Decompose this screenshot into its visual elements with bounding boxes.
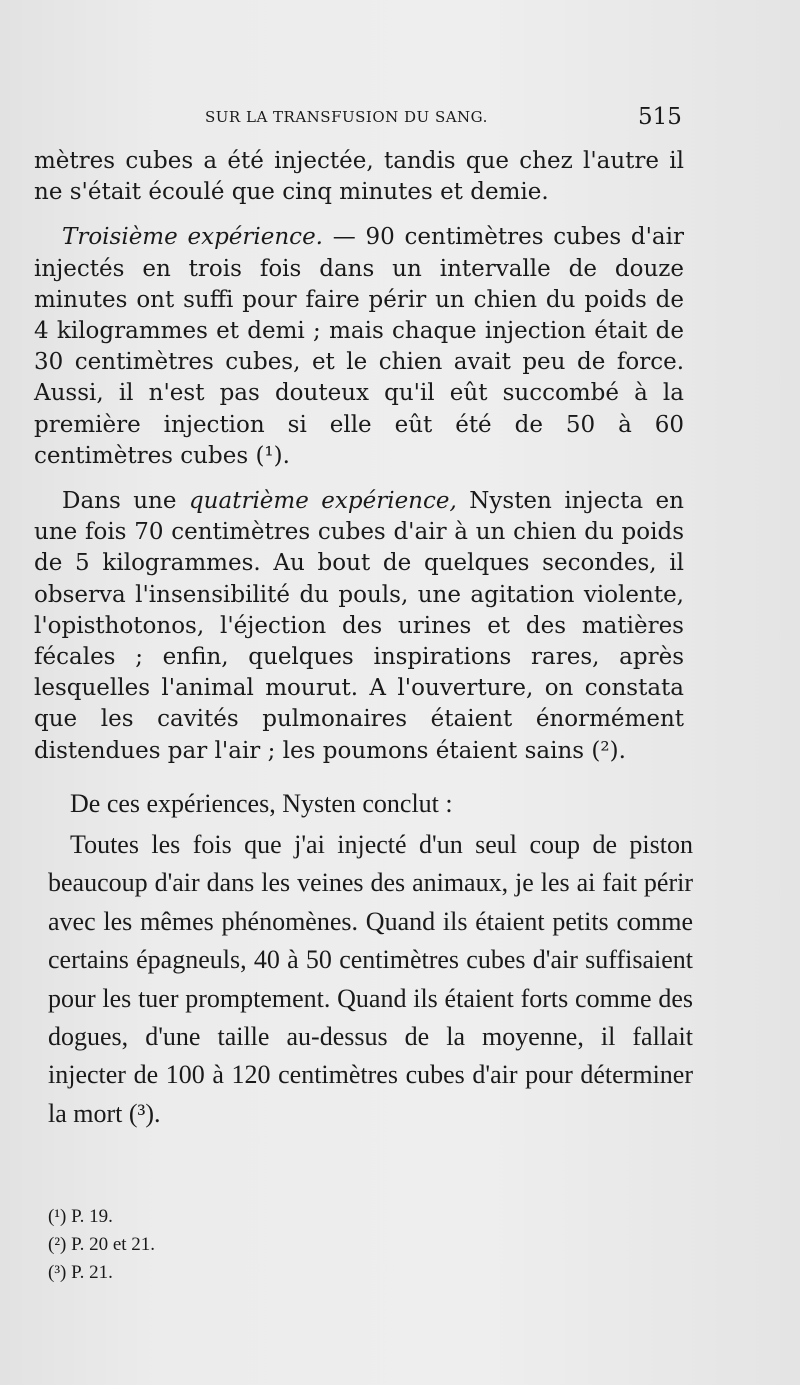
footnote-ref: (²).	[591, 737, 626, 764]
footnote-mark: (²)	[48, 1234, 67, 1255]
paragraph-fourth-experiment	[34, 486, 684, 767]
quotation-block	[48, 786, 693, 1133]
footnote-text: P. 20 et 21.	[71, 1234, 156, 1255]
paragraph-continuation: mètres cubes a été injectée, tandis que chez l'autre il ne s'était écoulé que cinq minutes et demie.	[34, 148, 684, 206]
footnote-mark: (¹)	[48, 1206, 67, 1227]
running-title: SUR LA TRANSFUSION DU SANG.	[205, 108, 488, 126]
footnote-2	[48, 1231, 155, 1259]
quotation-intro: De ces expériences, Nysten conclut :	[70, 789, 453, 818]
paragraph-text: Nysten injecta en une fois 70 centimètres cubes d'air à un chien du poids de 5 kilogrammes. Au bout de quelques secondes, il observa l'insensibilité du pouls, une agitation violente, l'opisthotonos, l'éjection des urines et des matières fécales ; enfin, quelques inspirations rares, après lesquelles l'animal mourut. A l'ouverture, on constata que les cavités pulmonaires étaient énormément distendues par l'air ; les poumons étaient sains	[34, 488, 684, 764]
footnotes	[48, 1203, 155, 1287]
experiment-title: quatrième expérience,	[188, 488, 457, 515]
page-header	[0, 104, 800, 134]
footnote-1	[48, 1203, 155, 1231]
body-text	[34, 146, 684, 767]
footnote-text: P. 19.	[71, 1206, 113, 1227]
quotation-text	[48, 826, 693, 1133]
paragraph-text: — 90 centimètres cubes d'air injectés en trois fois dans un intervalle de douze minutes ont suffi pour faire périr un chien du poids de 4 kilogrammes et demi ; mais chaque injection était de 30 centimètres cubes, et le chien avait peu de force. Aussi, il n'est pas douteux qu'il eût succombé à la première injection si elle eût été de 50 à 60 centimètres cubes	[34, 224, 684, 469]
footnote-text: P. 21.	[71, 1262, 113, 1283]
experiment-title: Troisième expérience.	[62, 224, 323, 251]
quotation-body: Toutes les fois que j'ai injecté d'un seul coup de piston beaucoup d'air dans les veines des animaux, je les ai fait périr avec les mêmes phénomènes. Quand ils étaient petits comme certains épagneuls, 40 à 50 centimètres cubes d'air suffisaient pour les tuer promptement. Quand ils étaient forts comme des dogues, d'une taille au-dessus de la moyenne, il fallait injecter de 100 à 120 centimètres cubes d'air pour déterminer la mort	[48, 830, 693, 1128]
footnote-mark: (³)	[48, 1262, 67, 1283]
footnote-ref: (¹).	[255, 442, 290, 469]
footnote-ref: (³).	[128, 1098, 161, 1128]
page-number: 515	[638, 104, 682, 130]
footnote-3	[48, 1259, 155, 1287]
paragraph-third-experiment	[34, 222, 684, 472]
paragraph-text: Dans une	[62, 488, 189, 515]
